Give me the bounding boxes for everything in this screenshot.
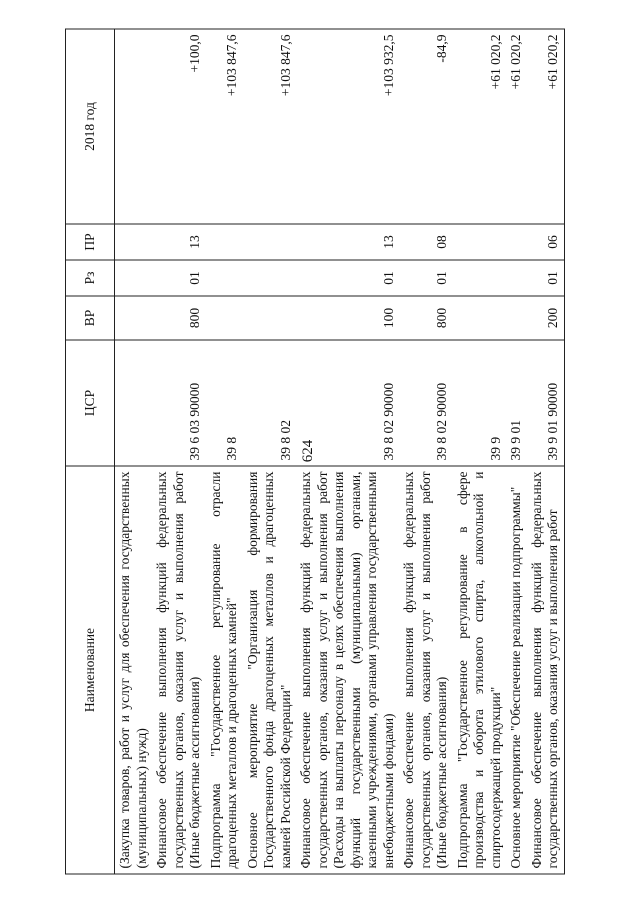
row-csr: 39 9 01	[506, 340, 527, 466]
row-rz: 01	[152, 260, 206, 296]
row-amount: -84,9	[399, 29, 453, 224]
row-rz: 01	[527, 260, 565, 296]
row-csr	[115, 340, 153, 466]
page-number: 624	[300, 439, 316, 463]
row-vr: 800	[399, 296, 453, 340]
budget-table	[65, 29, 565, 875]
table-header-row	[66, 29, 115, 874]
row-name: Финансовое обеспечение выполнения функций федеральных государственных органов, оказания услуг и выполнения работ (Иные бюджетные ассигнования)	[399, 466, 453, 874]
row-name: (Закупка товаров, работ и услуг для обеспечения государственных (муниципальных) нужд)	[115, 466, 153, 874]
row-vr	[506, 296, 527, 340]
row-vr	[115, 296, 153, 340]
row-csr: 39 8 02 90000	[399, 340, 453, 466]
row-rz	[243, 260, 297, 296]
row-pr	[115, 224, 153, 260]
header-name: Наименование	[66, 466, 115, 874]
row-csr: 39 6 03 90000	[152, 340, 206, 466]
row-vr	[453, 296, 507, 340]
row-amount: +61 020,2	[527, 29, 565, 224]
row-name: Подпрограмма "Государственное регулирование отрасли драгоценных металлов и драгоценных камней"	[206, 466, 243, 874]
row-name: Финансовое обеспечение выполнения функций федеральных государственных органов, оказания услуг и выполнения работ	[527, 466, 565, 874]
row-csr: 39 9 01 90000	[527, 340, 565, 466]
row-pr	[453, 224, 507, 260]
row-name: Основное мероприятие "Обеспечение реализации подпрограммы"	[506, 466, 527, 874]
row-rz: 01	[296, 260, 399, 296]
table-row	[527, 29, 565, 874]
row-amount: +103 932,5	[296, 29, 399, 224]
row-name: Основное мероприятие "Организация формирования Государственного фонда драгоценных металлов и драгоценных камней Российской Федерации"	[243, 466, 297, 874]
row-rz	[115, 260, 153, 296]
table-row	[206, 29, 243, 874]
row-name: Подпрограмма "Государственное регулирование в сфере производства и оборота этилового спирта, алкогольной и спиртосодержащей продукции"	[453, 466, 507, 874]
row-vr: 800	[152, 296, 206, 340]
table-row	[115, 29, 153, 874]
row-vr: 200	[527, 296, 565, 340]
row-pr	[206, 224, 243, 260]
table-row	[296, 29, 399, 874]
row-amount: +61 020,2	[506, 29, 527, 224]
row-csr: 39 8 02 90000	[296, 340, 399, 466]
row-name: Финансовое обеспечение выполнения функций федеральных государственных органов, оказания услуг и выполнения работ (Иные бюджетные ассигнования)	[152, 466, 206, 874]
row-pr: 13	[296, 224, 399, 260]
table-row	[243, 29, 297, 874]
table-row	[399, 29, 453, 874]
row-pr: 06	[527, 224, 565, 260]
row-name: Финансовое обеспечение выполнения функций федеральных государственных органов, оказания услуг и выполнения работ (Расходы на выплаты персоналу в целях обеспечения выполнения функций государственными (муниципальными) органами, казенными учреждениями, органами управления государственными внебюджетными фондами)	[296, 466, 399, 874]
row-rz	[206, 260, 243, 296]
table-row	[453, 29, 507, 874]
header-year: 2018 год	[66, 29, 115, 224]
table-row	[506, 29, 527, 874]
row-rz	[506, 260, 527, 296]
row-vr	[243, 296, 297, 340]
row-vr: 100	[296, 296, 399, 340]
header-pr: ПР	[66, 224, 115, 260]
header-csr: ЦСР	[66, 340, 115, 466]
row-csr: 39 9	[453, 340, 507, 466]
row-amount: +61 020,2	[453, 29, 507, 224]
row-csr: 39 8	[206, 340, 243, 466]
row-amount: +100,0	[152, 29, 206, 224]
row-vr	[206, 296, 243, 340]
row-rz	[453, 260, 507, 296]
budget-sheet	[65, 30, 575, 875]
row-amount: +103 847,6	[206, 29, 243, 224]
row-pr	[243, 224, 297, 260]
row-csr: 39 8 02	[243, 340, 297, 466]
header-rz: Рз	[66, 260, 115, 296]
row-rz: 01	[399, 260, 453, 296]
header-vr: ВР	[66, 296, 115, 340]
row-pr: 13	[152, 224, 206, 260]
row-amount: +103 847,6	[243, 29, 297, 224]
row-amount	[115, 29, 153, 224]
table-row	[152, 29, 206, 874]
row-pr: 08	[399, 224, 453, 260]
row-pr	[506, 224, 527, 260]
